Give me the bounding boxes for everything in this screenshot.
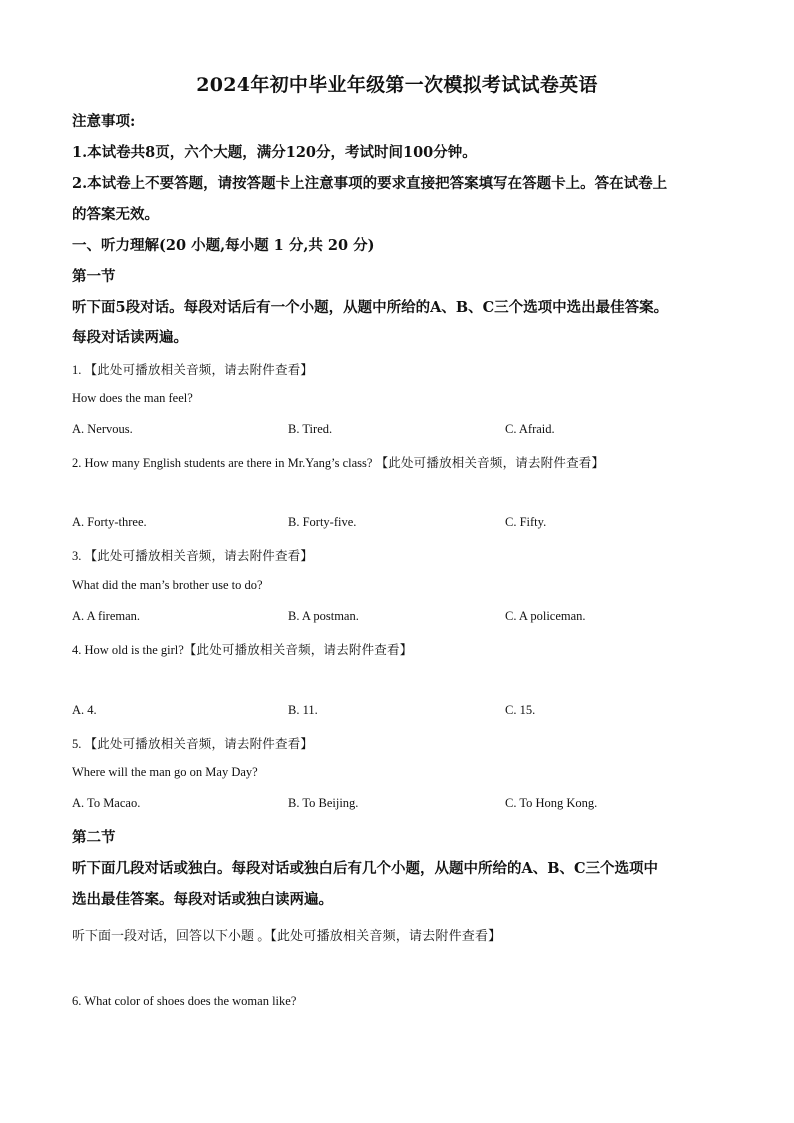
question-3-option-b: B. A postman. xyxy=(288,609,359,623)
question-1-option-a: A. Nervous. xyxy=(72,422,133,436)
question-1-header xyxy=(72,360,313,378)
question-5-audio-link[interactable]: 【此处可播放相关音频，请去附件查看】 xyxy=(84,737,314,751)
exam-title: 2024年初中毕业年级第一次模拟考试试卷英语 xyxy=(196,74,598,96)
section2-heading: 第二节 xyxy=(72,829,116,846)
notice-heading: 注意事项: xyxy=(72,113,136,130)
question-5-text: Where will the man go on May Day? xyxy=(72,765,258,779)
section1-instruction-line-1: 听下面5段对话。每段对话后有一个小题，从题中所给的A、B、C三个选项中选出最佳答案。 xyxy=(72,299,669,316)
question-2-audio-link[interactable]: 【此处可播放相关音频，请去附件查看】 xyxy=(375,456,605,470)
question-5-header xyxy=(72,734,313,752)
question-4-option-c: C. 15. xyxy=(505,703,536,717)
question-4-header xyxy=(72,640,412,658)
question-4-option-a: A. 4. xyxy=(72,703,97,717)
question-3-option-c: C. A policeman. xyxy=(505,609,586,623)
question-1-number: 1. xyxy=(72,363,85,377)
question-3-number: 3. xyxy=(72,549,85,563)
question-2-header xyxy=(72,453,604,471)
question-5-option-b: B. To Beijing. xyxy=(288,796,359,810)
dialog-audio-link[interactable]: 【此处可播放相关音频，请去附件查看】 xyxy=(270,928,502,943)
question-1-option-b: B. Tired. xyxy=(288,422,333,436)
question-5-number: 5. xyxy=(72,737,85,751)
part1-heading: 一、听力理解(20 小题,每小题 1 分,共 20 分) xyxy=(72,237,375,254)
question-1-option-c: C. Afraid. xyxy=(505,422,555,436)
question-5-option-c: C. To Hong Kong. xyxy=(505,796,598,810)
question-4-option-b: B. 11. xyxy=(288,703,318,717)
question-4-audio-link[interactable]: 【此处可播放相关音频，请去附件查看】 xyxy=(183,643,413,657)
dialog-intro-line xyxy=(72,925,501,944)
section1-heading: 第一节 xyxy=(72,268,116,285)
question-3-text: What did the man’s brother use to do? xyxy=(72,578,263,592)
section2-instruction-line-1: 听下面几段对话或独白。每段对话或独白后有几个小题，从题中所给的A、B、C三个选项中 xyxy=(72,860,659,877)
question-2-option-c: C. Fifty. xyxy=(505,515,547,529)
question-3-option-a: A. A fireman. xyxy=(72,609,141,623)
section2-instruction-line-2: 选出最佳答案。每段对话或独白读两遍。 xyxy=(72,891,333,908)
question-1-audio-link[interactable]: 【此处可播放相关音频，请去附件查看】 xyxy=(84,363,314,377)
question-6-text: 6. What color of shoes does the woman like? xyxy=(72,994,297,1008)
question-1-text: How does the man feel? xyxy=(72,391,193,405)
section1-instruction-line-2: 每段对话读两遍。 xyxy=(72,329,188,346)
notice-item-2-line-2: 的答案无效。 xyxy=(72,206,159,223)
question-5-option-a: A. To Macao. xyxy=(72,796,141,810)
question-3-header xyxy=(72,546,313,564)
question-2-text: 2. How many English students are there in Mr.Yang’s class? xyxy=(72,456,376,470)
question-4-text: 4. How old is the girl? xyxy=(72,643,184,657)
question-3-audio-link[interactable]: 【此处可播放相关音频，请去附件查看】 xyxy=(84,549,314,563)
question-2-option-a: A. Forty-three. xyxy=(72,515,147,529)
notice-item-2-line-1: 2.本试卷上不要答题，请按答题卡上注意事项的要求直接把答案填写在答题卡上。答在试卷上 xyxy=(72,175,668,192)
question-2-option-b: B. Forty-five. xyxy=(288,515,357,529)
notice-item-1: 1.本试卷共8页，六个大题，满分120分，考试时间100分钟。 xyxy=(72,144,477,161)
dialog-intro: 听下面一段对话，回答以下小题 。 xyxy=(72,928,271,943)
